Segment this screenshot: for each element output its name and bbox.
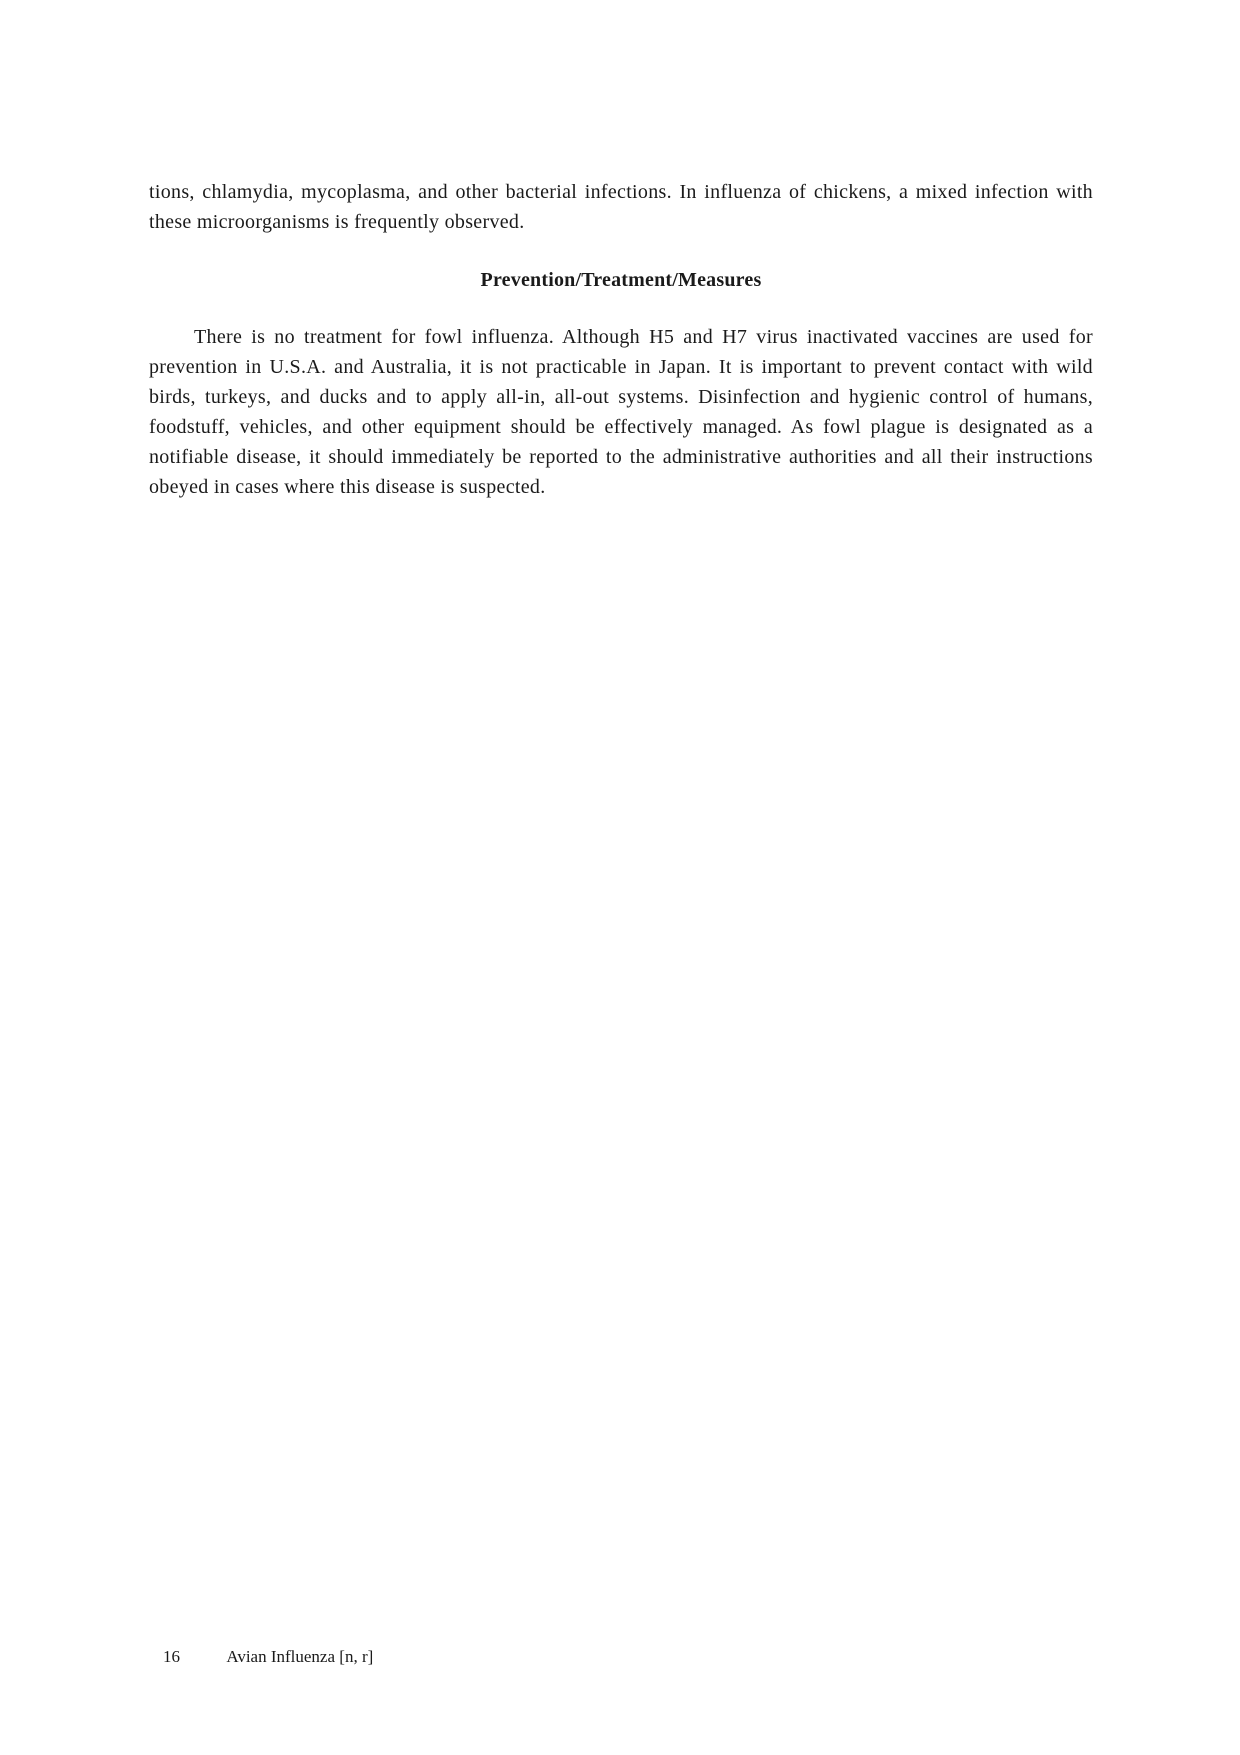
page-number: 16 — [163, 1647, 180, 1666]
section-heading: Prevention/Treatment/Measures — [480, 269, 762, 291]
page-footer — [163, 1645, 373, 1669]
intro-paragraph: tions, chlamydia, mycoplasma, and other bacterial infections. In influenza of chickens, a mixed infection with these microorganisms is frequently observed. — [149, 181, 1093, 233]
body-paragraph: There is no treatment for fowl influenza. Although H5 and H7 virus inactivated vaccines are used for prevention in U.S.A. and Australia, it is not practicable in Japan. It is important to prevent contact with wild birds, turkeys, and ducks and to apply all-in, all-out systems. Disinfection and hygienic control of humans, foodstuff, vehicles, and other equipment should be effectively managed. As fowl plague is designated as a notifiable disease, it should immediately be reported to the administrative authorities and all their instructions obeyed in cases where this disease is suspected. — [149, 326, 1093, 498]
running-title: Avian Influenza [n, r] — [226, 1647, 374, 1666]
